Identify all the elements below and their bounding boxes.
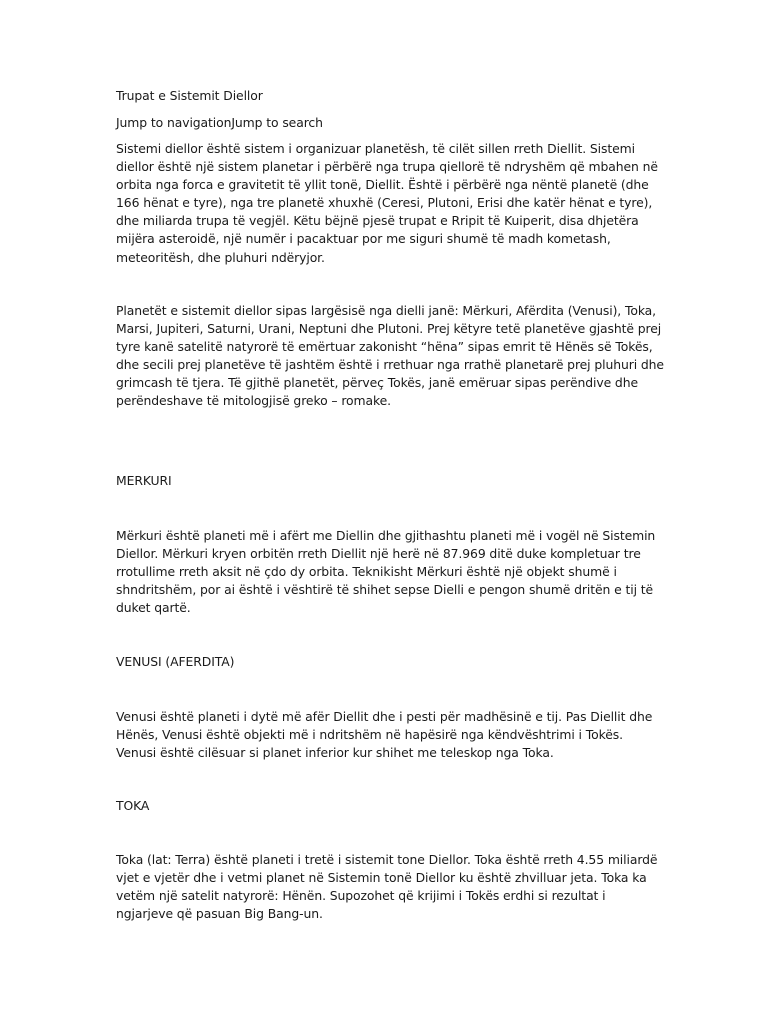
section-heading-venusi: VENUSI (AFERDITA): [116, 654, 235, 669]
document-title: Trupat e Sistemit Diellor: [116, 88, 263, 103]
section-heading-merkuri: MERKURI: [116, 473, 172, 488]
intro-paragraph: Sistemi diellor është sistem i organizuar planetësh, të cilët sillen rreth Diellit. Sistemi diellor është një sistem planetar i përbërë nga trupa qiellorë të ndryshëm që mbahen në orbita nga forca e gravitetit të yllit tonë, Diellit. Është i përbërë nga nëntë planetë (dhe 166 hënat e tyre), nga tre planetë xhuxhë (Ceresi, Plutoni, Erisi dhe katër hënat e tyre), dhe miliarda trupa të vegjël. Këtu bëjnë pjesë trupat e Rripit të Kuiperit, disa dhjetëra mijëra asteroidë, një numër i pacaktuar por me siguri shumë të madh kometash, meteoritësh, dhe pluhuri ndëryjor.: [116, 141, 658, 265]
jump-links[interactable]: Jump to navigationJump to search: [116, 115, 323, 130]
planets-paragraph: Planetët e sistemit diellor sipas largësisë nga dielli janë: Mërkuri, Afërdita (Venusi), Toka, Marsi, Jupiteri, Saturni, Urani, Neptuni dhe Plutoni. Prej këtyre tetë planetëve gjashtë prej tyre kanë satelitë natyrorë të emërtuar zakonisht “hëna” sipas emrit të Hënës së Tokës, dhe secili prej planetëve të jashtëm është i rrethuar nga rrathë planetarë prej pluhuri dhe grimcash të tjera. Të gjithë planetët, përveç Tokës, janë emëruar sipas perëndive dhe perëndeshave të mitologjisë greko – romake.: [116, 303, 664, 409]
section-heading-toka: TOKA: [116, 798, 150, 813]
section-text-toka: Toka (lat: Terra) është planeti i tretë i sistemit tone Diellor. Toka është rreth 4.55 miliardë vjet e vjetër dhe i vetmi planet në Sistemin tonë Diellor ku është zhvilluar jeta. Toka ka vetëm një satelit natyrorë: Hënën. Supozohet që krijimi i Tokës erdhi si rezultat i ngjarjeve që pasuan Big Bang-un.: [116, 852, 658, 922]
section-text-venusi: Venusi është planeti i dytë më afër Diellit dhe i pesti për madhësinë e tij. Pas Diellit dhe Hënës, Venusi është objekti më i ndritshëm në hapësirë nga këndvështrimi i Tokës. Venusi është cilësuar si planet inferior kur shihet me teleskop nga Toka.: [116, 709, 653, 761]
section-text-merkuri: Mërkuri është planeti më i afërt me Diellin dhe gjithashtu planeti më i vogël në Sistemin Diellor. Mërkuri kryen orbitën rreth Diellit një herë në 87.969 ditë duke kompletuar tre rrotullime rreth aksit në çdo dy orbita. Teknikisht Mërkuri është një objekt shumë i shndritshëm, por ai është i vështirë të shihet sepse Dielli e pengon shumë dritën e tij të duket qartë.: [116, 528, 656, 616]
